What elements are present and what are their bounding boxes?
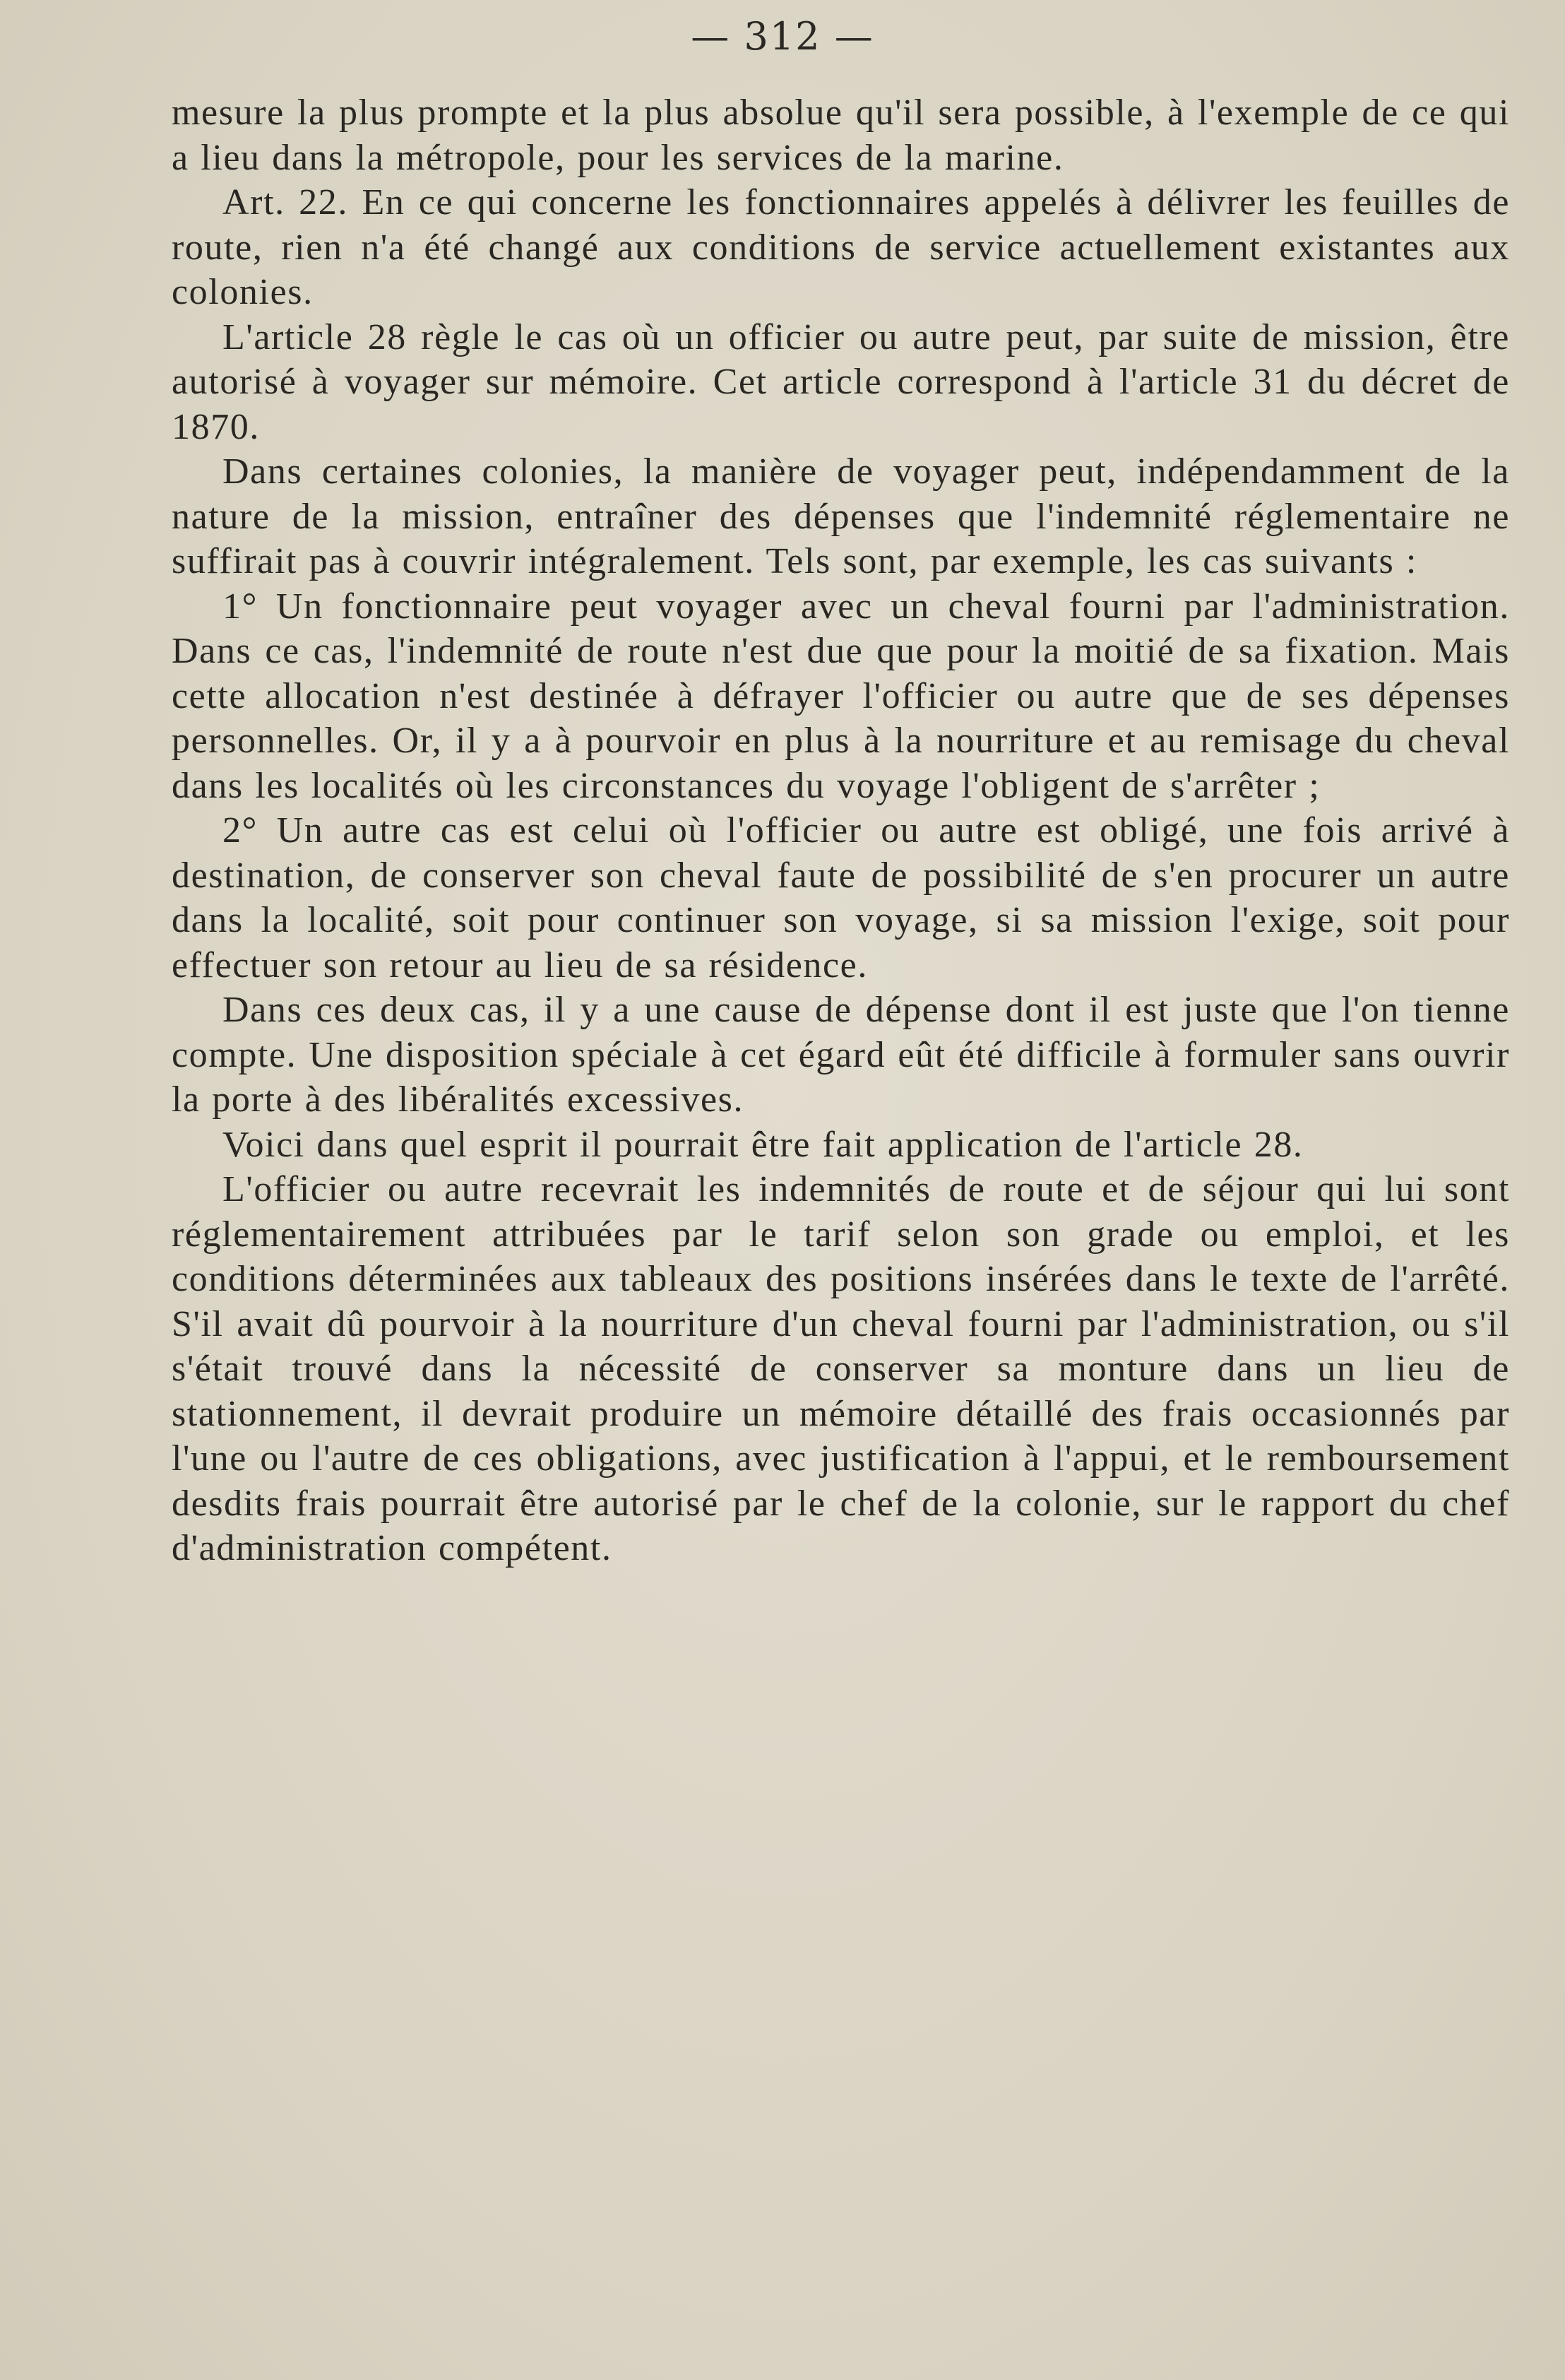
paragraph-continuation: mesure la plus prompte et la plus absolue qu'il sera possible, à l'exemple de ce qui a lieu dans la métropole, pour les services de la marine. (172, 93, 1510, 178)
paragraph-application: Voici dans quel esprit il pourrait être fait application de l'article 28. (222, 1124, 1304, 1165)
paragraph-article-22: Art. 22. En ce qui concerne les fonctionnaires appelés à délivrer les feuilles de route, rien n'a été changé aux conditions de service actuellement existantes aux colonies. (172, 182, 1510, 312)
paragraph-colonies: Dans certaines colonies, la manière de voyager peut, indépendamment de la nature de la mission, entraîner des dépenses que l'indemnité réglementaire ne suffirait pas à couvrir intégralement. Tels sont, par exemple, les cas suivants : (172, 451, 1510, 581)
paragraph-two-cases: Dans ces deux cas, il y a une cause de dépense dont il est juste que l'on tienne compte. Une disposition spéciale à cet égard eût été difficile à formuler sans ouvrir la porte à des libéralités excessives. (172, 990, 1510, 1120)
body-text (172, 90, 1510, 1571)
paragraph-reimbursement: L'officier ou autre recevrait les indemnités de route et de séjour qui lui sont réglementairement attribuées par le tarif selon son grade ou emploi, et les conditions déterminées aux tableaux des positions insérées dans le texte de l'arrêté. S'il avait dû pourvoir à la nourriture d'un cheval fourni par l'administration, ou s'il s'était trouvé dans la nécessité de conserver sa monture dans un lieu de stationnement, il devrait produire un mémoire détaillé des frais occasionnés par l'une ou l'autre de ces obligations, avec justification à l'appui, et le remboursement desdits frais pourrait être autorisé par le chef de la colonie, sur le rapport du chef d'administration compétent. (172, 1169, 1510, 1568)
paragraph-article-28: L'article 28 règle le cas où un officier ou autre peut, par suite de mission, être autorisé à voyager sur mémoire. Cet article correspond à l'article 31 du décret de 1870. (172, 316, 1510, 447)
paragraph-case-1: 1° Un fonctionnaire peut voyager avec un cheval fourni par l'administration. Dans ce cas, l'indemnité de route n'est due que pour la moitié de sa fixation. Mais cette allocation n'est destinée à défrayer l'officier ou autre que de ses dépenses personnelles. Or, il y a à pourvoir en plus à la nourriture et au remisage du cheval dans les localités où les circonstances du voyage l'obligent de s'arrêter ; (172, 586, 1510, 806)
page-number: — 312 — (691, 14, 874, 59)
paragraph-case-2: 2° Un autre cas est celui où l'officier ou autre est obligé, une fois arrivé à destination, de conserver son cheval faute de possibilité de s'en procurer un autre dans la localité, soit pour continuer son voyage, si sa mission l'exige, soit pour effectuer son retour au lieu de sa résidence. (172, 810, 1510, 985)
